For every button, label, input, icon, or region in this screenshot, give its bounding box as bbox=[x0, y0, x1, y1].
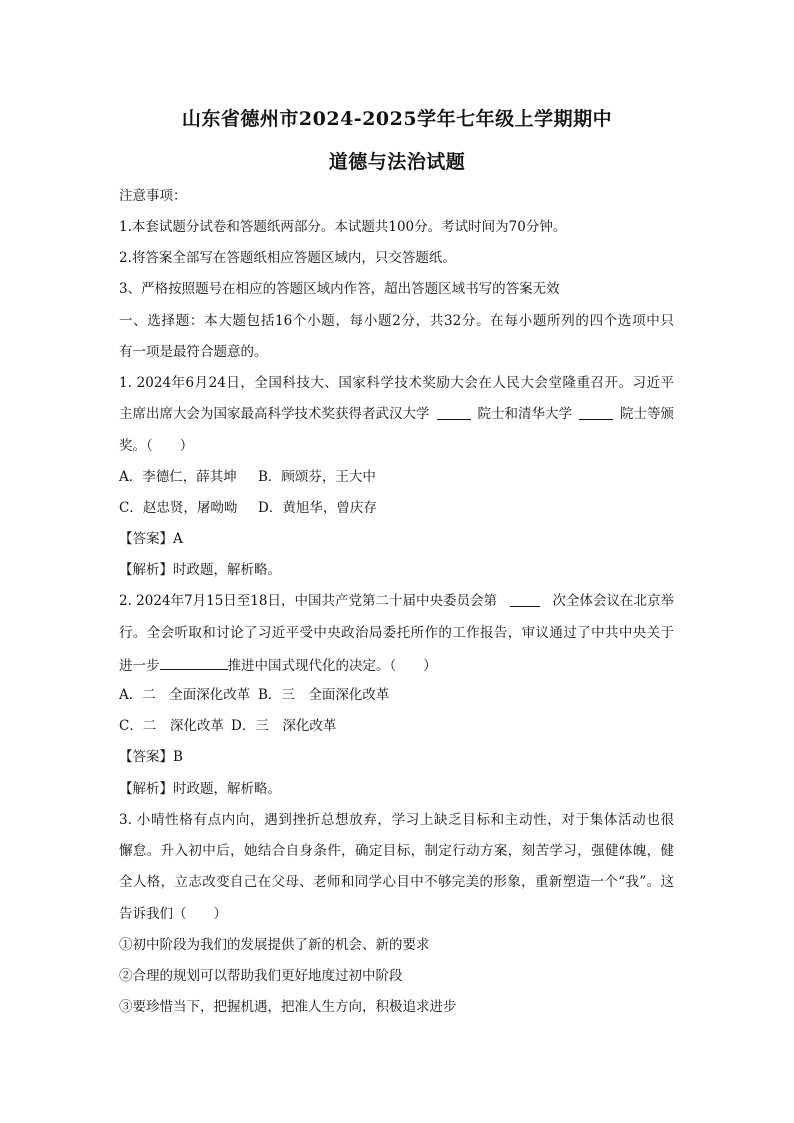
q1-answer: 【答案】A bbox=[119, 531, 183, 547]
q3-stem-line1: 3. 小晴性格有点内向，遇到挫折总想放弃，学习上缺乏目标和主动性，对于集体活动也很 bbox=[119, 812, 674, 828]
q2-option-d: D．三 深化改革 bbox=[231, 718, 337, 734]
q1-stem-line2 bbox=[119, 405, 674, 423]
q2-option-c: C．二 深化改革 bbox=[119, 718, 224, 734]
section-instruction: 一、选择题：本大题包括16个小题，每小题2分，共32分。在每小题所列的四个选项中只 bbox=[119, 313, 674, 329]
note-item-2: 2.将答案全部写在答题纸相应答题区域内，只交答题纸。 bbox=[119, 250, 456, 266]
q1-stem-line3: 奖。（ ） bbox=[119, 438, 194, 454]
q2-stem-line3 bbox=[119, 655, 437, 675]
q3-stem-line2: 懈怠。升入初中后，她结合自身条件，确定目标，制定行动方案，刻苦学习，强健体魄，健 bbox=[119, 843, 674, 859]
q2-stem-text-c: 进一步 bbox=[119, 658, 160, 674]
q2-blank-2 bbox=[160, 655, 228, 670]
q1-blank-2 bbox=[579, 405, 613, 420]
note-item-1: 1.本套试题分试卷和答题纸两部分。本试题共100分。考试时间为70分钟。 bbox=[119, 219, 567, 235]
q2-stem-text-d: 推进中国式现代化的决定。（ ） bbox=[227, 658, 437, 674]
q2-analysis: 【解析】时政题，解析略。 bbox=[119, 781, 281, 797]
page-title: 山东省德州市2024-2025学年七年级上学期期中 bbox=[181, 108, 613, 130]
q1-analysis: 【解析】时政题，解析略。 bbox=[119, 562, 281, 578]
q1-option-d: D．黄旭华，曾庆存 bbox=[258, 500, 377, 516]
notes-heading: 注意事项： bbox=[119, 188, 187, 204]
q2-stem-line1 bbox=[119, 592, 674, 610]
q1-stem-text-c: 院士等颁 bbox=[620, 406, 674, 422]
q1-stem-text-b: 院士和清华大学 bbox=[477, 406, 572, 422]
q2-stem-text-a: 2. 2024年7月15日至18日，中国共产党第二十届中央委员会第 bbox=[119, 593, 497, 609]
q3-statement-2: ②合理的规划可以帮助我们更好地度过初中阶段 bbox=[119, 968, 403, 984]
q3-stem-line4: 告诉我们（ ） bbox=[119, 906, 227, 922]
q1-option-c: C．赵忠贤，屠呦呦 bbox=[119, 500, 238, 516]
q2-stem-text-b: 次全体会议在北京举 bbox=[552, 593, 674, 609]
q3-statement-3: ③要珍惜当下，把握机遇，把准人生方向，积极追求进步 bbox=[119, 999, 457, 1015]
page-subtitle: 道德与法治试题 bbox=[328, 151, 466, 173]
q2-option-b: B．三 全面深化改革 bbox=[258, 687, 390, 703]
q2-blank-1 bbox=[510, 592, 540, 607]
q3-statement-1: ①初中阶段为我们的发展提供了新的机会、新的要求 bbox=[119, 937, 430, 953]
section-instruction-cont: 有一项是最符合题意的。 bbox=[119, 344, 268, 360]
q3-stem-line3: 全人格，立志改变自己在父母、老师和同学心目中不够完美的形象，重新塑造一个“我”。这 bbox=[119, 874, 674, 890]
q2-stem-line2: 行。全会听取和讨论了习近平受中央政治局委托所作的工作报告，审议通过了中共中央关于 bbox=[119, 625, 674, 641]
q1-blank-1 bbox=[437, 405, 471, 420]
note-item-3: 3、严格按照题号在相应的答题区域内作答，超出答题区域书写的答案无效 bbox=[119, 281, 560, 297]
q1-stem-text-a: 主席出席大会为国家最高科学技术奖获得者武汉大学 bbox=[119, 406, 430, 422]
q1-option-b: B．顾颂芬，王大中 bbox=[258, 469, 376, 485]
q1-option-a: A．李德仁，薛其坤 bbox=[119, 469, 237, 485]
q2-answer: 【答案】B bbox=[119, 749, 183, 765]
q2-option-a: A．二 全面深化改革 bbox=[119, 687, 251, 703]
q1-stem-line1: 1. 2024年6月24日，全国科技大、国家科学技术奖励大会在人民大会堂隆重召开。习近平 bbox=[119, 375, 674, 391]
